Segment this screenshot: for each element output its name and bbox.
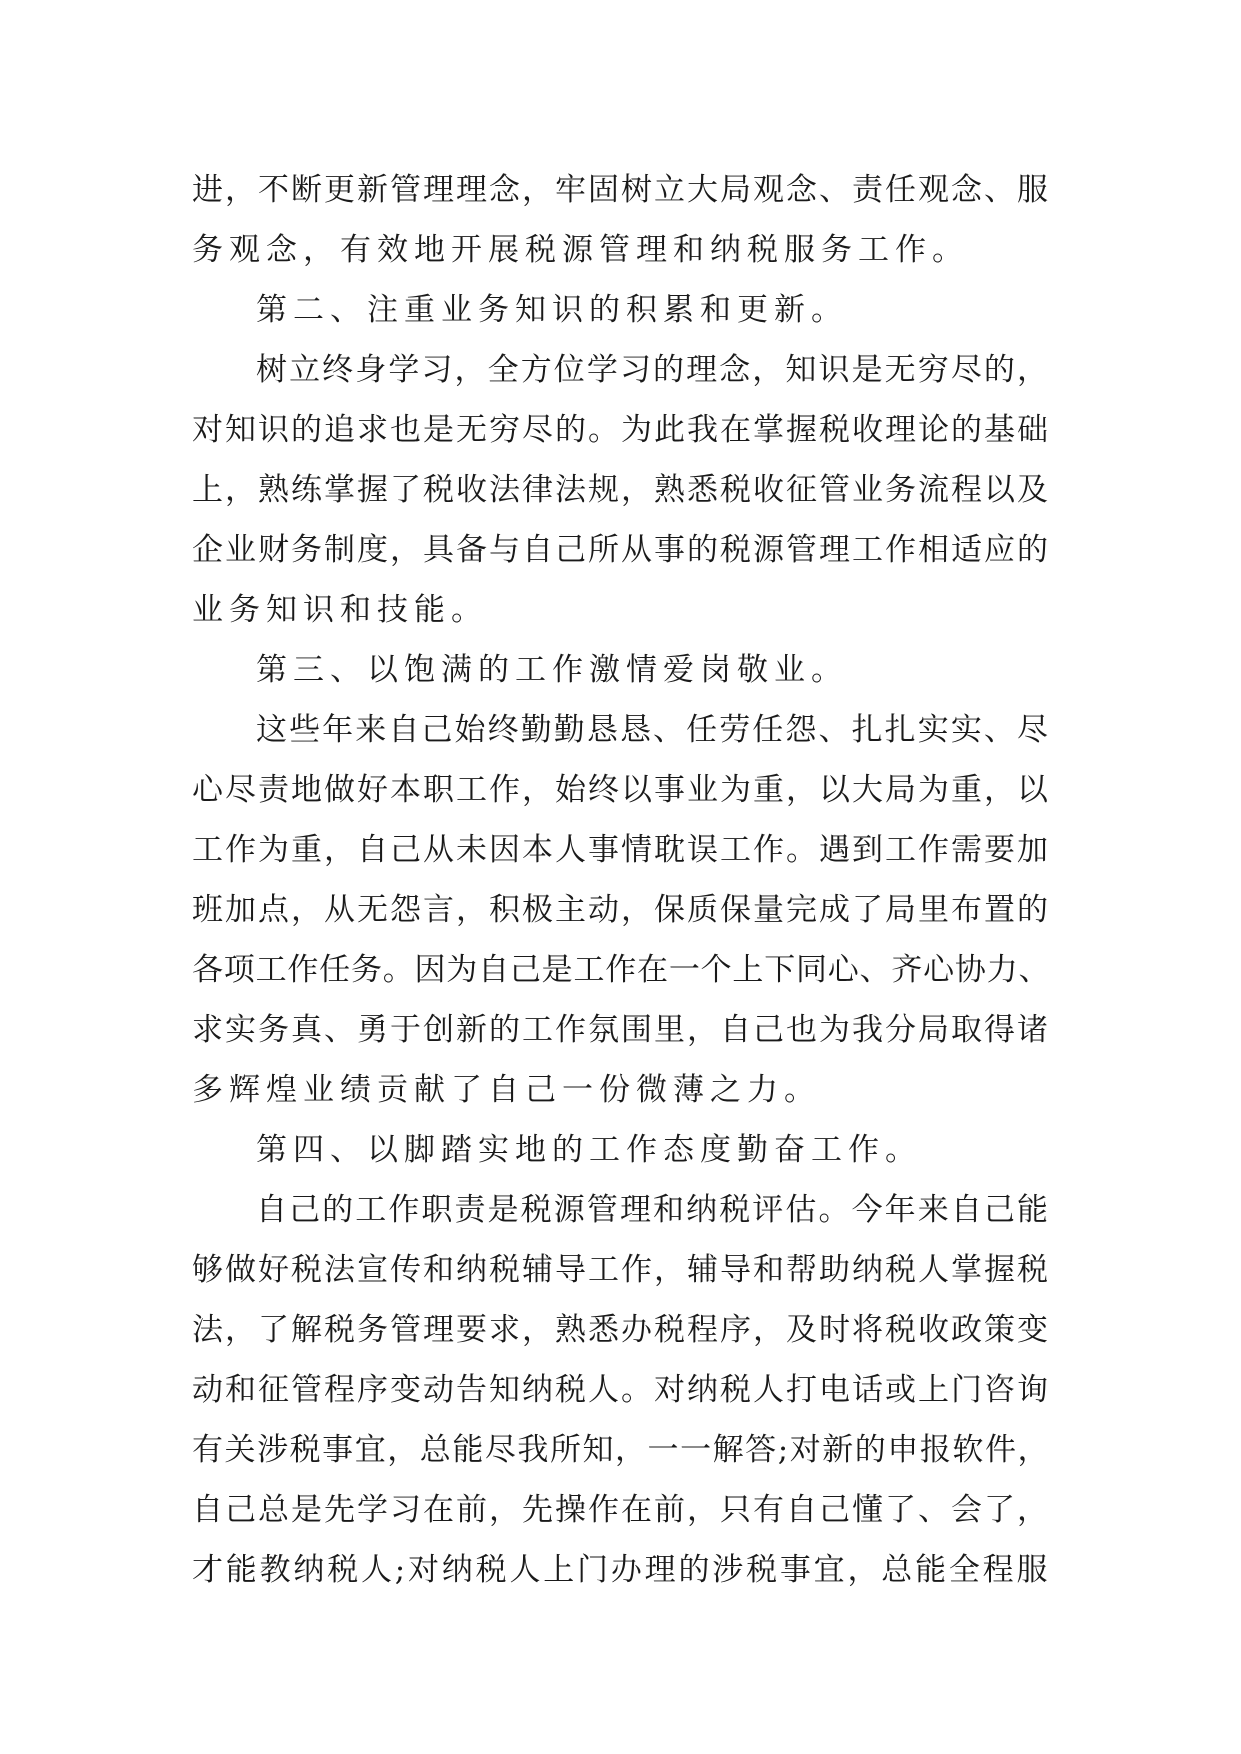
- text-line: 心尽责地做好本职工作，始终以事业为重，以大局为重，以: [192, 772, 1050, 808]
- section-heading-third: [192, 640, 1050, 700]
- text-line: 工作为重，自己从未因本人事情耽误工作。遇到工作需要加: [192, 832, 1050, 868]
- paragraph-lifelong-learning: [192, 340, 1050, 640]
- text-line: 够做好税法宣传和纳税辅导工作，辅导和帮助纳税人掌握税: [192, 1252, 1050, 1288]
- text-line: 多辉煌业绩贡献了自己一份微薄之力。: [192, 1072, 821, 1108]
- text-line: 务观念，有效地开展税源管理和纳税服务工作。: [192, 232, 969, 268]
- paragraph-service-concepts: [192, 160, 1050, 280]
- section-heading: 第三、以饱满的工作激情爱岗敬业。: [256, 652, 848, 688]
- text-line: 企业财务制度，具备与自己所从事的税源管理工作相适应的: [192, 532, 1050, 568]
- section-heading-fourth: [192, 1120, 1050, 1180]
- text-line: 自己总是先学习在前，先操作在前，只有自己懂了、会了，: [192, 1492, 1050, 1528]
- body-text: [192, 160, 1050, 1600]
- text-line: 求实务真、勇于创新的工作氛围里，自己也为我分局取得诸: [192, 1012, 1050, 1048]
- text-line: 自己的工作职责是税源管理和纳税评估。今年来自己能: [256, 1192, 1050, 1228]
- text-line: 各项工作任务。因为自己是工作在一个上下同心、齐心协力、: [192, 952, 1050, 988]
- text-line: 有关涉税事宜，总能尽我所知，一一解答;对新的申报软件，: [192, 1432, 1050, 1468]
- section-heading-second: [192, 280, 1050, 340]
- text-line: 对知识的追求也是无穷尽的。为此我在掌握税收理论的基础: [192, 412, 1050, 448]
- text-line: 才能教纳税人;对纳税人上门办理的涉税事宜，总能全程服: [192, 1552, 1050, 1588]
- section-heading: 第二、注重业务知识的积累和更新。: [256, 292, 848, 328]
- text-line: 动和征管程序变动告知纳税人。对纳税人打电话或上门咨询: [192, 1372, 1050, 1408]
- text-line: 法，了解税务管理要求，熟悉办税程序，及时将税收政策变: [192, 1312, 1050, 1348]
- text-line: 树立终身学习，全方位学习的理念，知识是无穷尽的，: [256, 352, 1050, 388]
- paragraph-dedication: [192, 700, 1050, 1120]
- text-line: 业务知识和技能。: [192, 592, 488, 628]
- text-line: 进，不断更新管理理念，牢固树立大局观念、责任观念、服: [192, 172, 1050, 208]
- text-line: 班加点，从无怨言，积极主动，保质保量完成了局里布置的: [192, 892, 1050, 928]
- section-heading: 第四、以脚踏实地的工作态度勤奋工作。: [256, 1132, 922, 1168]
- text-line: 上，熟练掌握了税收法律法规，熟悉税收征管业务流程以及: [192, 472, 1050, 508]
- text-line: 这些年来自己始终勤勤恳恳、任劳任怨、扎扎实实、尽: [256, 712, 1050, 748]
- paragraph-duties: [192, 1180, 1050, 1600]
